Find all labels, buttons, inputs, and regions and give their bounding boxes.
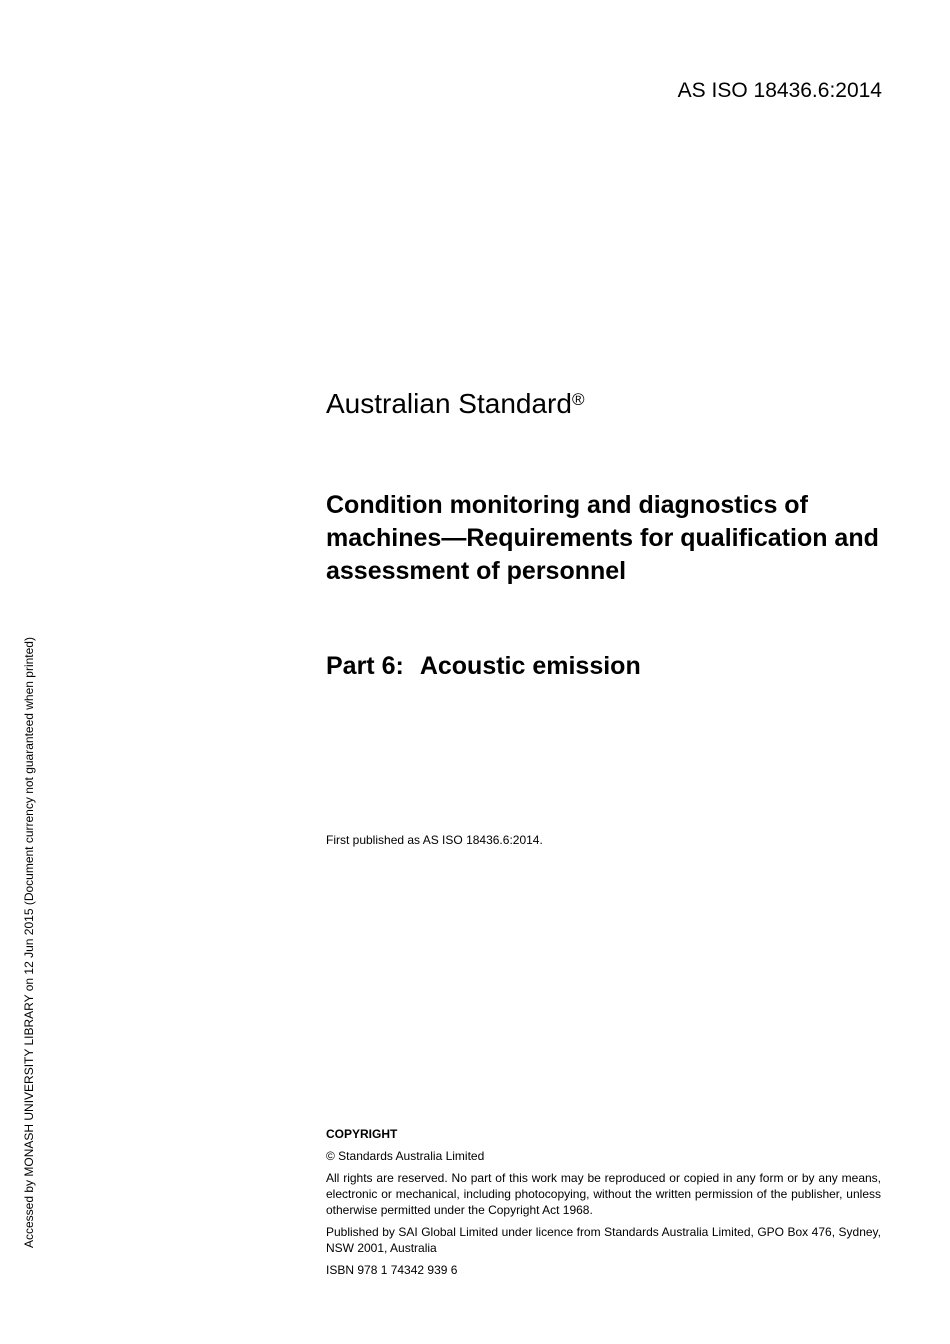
rights-statement: All rights are reserved. No part of this work may be reproduced or copied in any form or by any means, electronic or mechanical, including photocopying, without the written permission of the publisher, unless otherwise permitted under the Copyright Act 1968. bbox=[326, 1171, 881, 1217]
document-title: Condition monitoring and diagnostics of machines—Requirements for qualification and assessment of personnel bbox=[326, 491, 879, 585]
standard-label-text: Australian Standard bbox=[326, 388, 572, 419]
copyright-heading: COPYRIGHT bbox=[326, 1127, 398, 1141]
copyright-block bbox=[326, 1126, 881, 1284]
document-number: AS ISO 18436.6:2014 bbox=[677, 79, 882, 102]
part-number: Part 6: bbox=[326, 652, 404, 680]
copyright-holder: © Standards Australia Limited bbox=[326, 1149, 485, 1163]
first-published-note: First published as AS ISO 18436.6:2014. bbox=[326, 833, 543, 847]
registered-mark: ® bbox=[571, 390, 585, 409]
isbn: ISBN 978 1 74342 939 6 bbox=[326, 1263, 458, 1277]
access-margin-note: Accessed by MONASH UNIVERSITY LIBRARY on 12 Jun 2015 (Document currency not guaranteed when printed) bbox=[22, 637, 36, 1248]
part-title: Acoustic emission bbox=[419, 652, 641, 680]
publisher-statement: Published by SAI Global Limited under licence from Standards Australia Limited, GPO Box 476, Sydney, NSW 2001, Australia bbox=[326, 1225, 881, 1255]
standard-label bbox=[326, 386, 584, 422]
part-heading bbox=[326, 650, 641, 683]
